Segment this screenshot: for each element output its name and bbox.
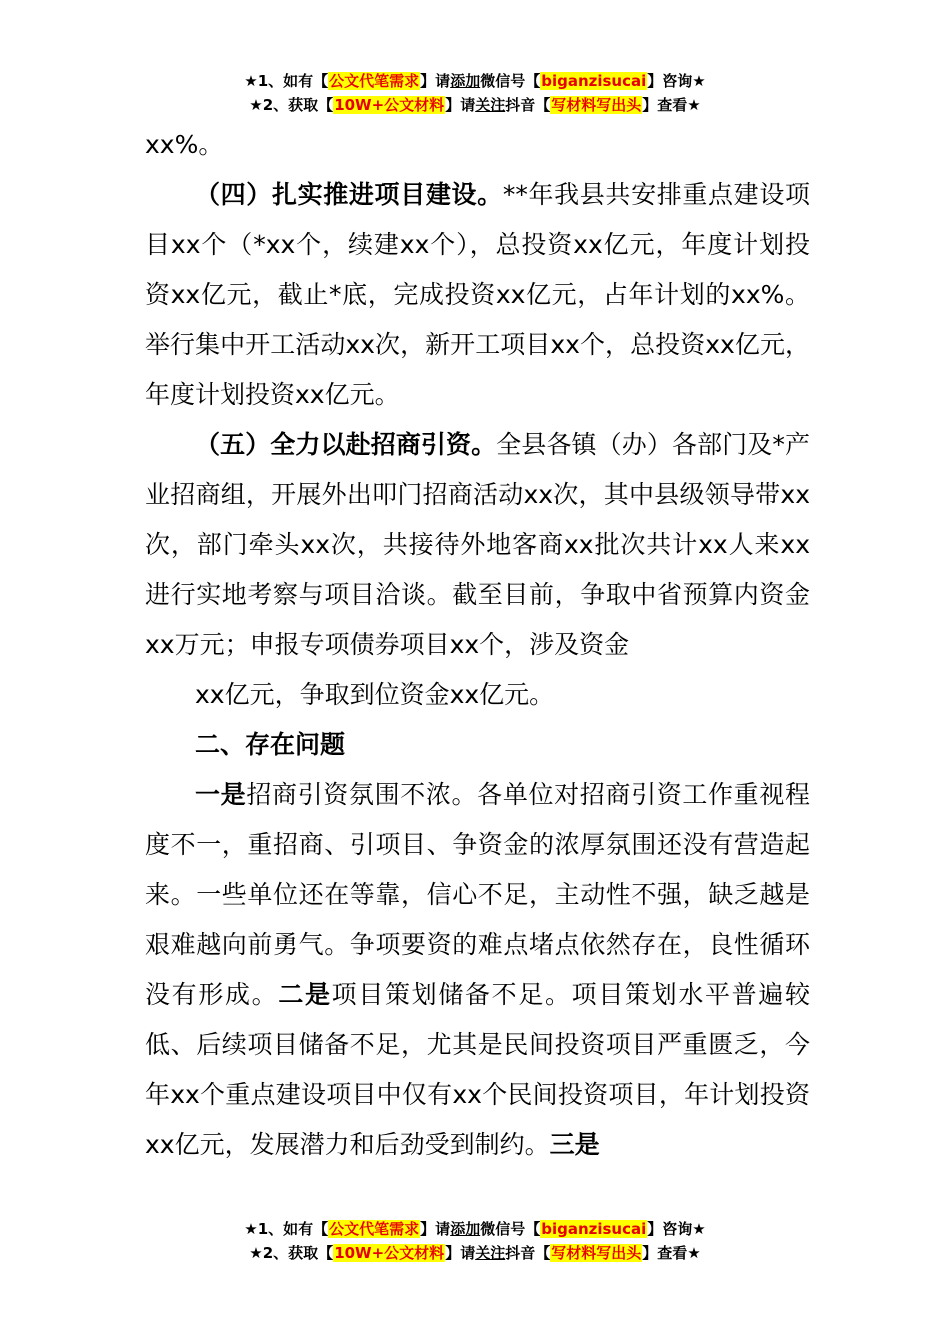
banner-line-2: ★2、获取【10W+公文材料】请关注抖音【写材料写出头】查看★ (249, 1244, 701, 1262)
subheading-5: （五）全力以赴招商引资。 (195, 430, 497, 459)
paragraph-problems: 一是招商引资氛围不浓。各单位对招商引资工作重视程度不一，重招商、引项目、争资金的浓厚氛围还没有营造起来。一些单位还在等靠，信心不足，主动性不强，缺乏越是艰难越向前勇气。争项要资的难点堵点依然存在，良性循环没有形成。二是项目策划储备不足。项目策划水平普遍较低、后续项目储备不足，尤其是民间投资项目严重匮乏，今年xx个重点建设项目中仅有xx个民间投资项目，年计划投资xx亿元，发展潜力和后劲受到制约。三是 (145, 780, 810, 1159)
paragraph-continuation: xx%。 (145, 130, 224, 159)
paragraph-funds: xx亿元，争取到位资金xx亿元。 (195, 680, 555, 709)
highlight-douyin-id: 写材料写出头 (551, 96, 642, 114)
highlight-douyin-id: 写材料写出头 (551, 1244, 642, 1262)
highlight-service: 公文代笔需求 (329, 1220, 420, 1238)
highlight-materials: 10W+公文材料 (334, 1244, 445, 1262)
highlight-wechat-id: biganzisucai (541, 72, 647, 90)
banner-line-1: ★1、如有【公文代笔需求】请添加微信号【biganzisucai】咨询★ (244, 72, 706, 90)
highlight-wechat-id: biganzisucai (541, 1220, 647, 1238)
section-heading-problems: 二、存在问题 (195, 730, 346, 759)
footer-banner (0, 1217, 950, 1265)
banner-line-1: ★1、如有【公文代笔需求】请添加微信号【biganzisucai】咨询★ (244, 1220, 706, 1238)
paragraph-investment-attraction: （五）全力以赴招商引资。全县各镇（办）各部门及*产业招商组，开展外出叩门招商活动xx次，其中县级领导带xx次，部门牵头xx次，共接待外地客商xx批次共计xx人来xx进行实地考察与项目洽谈。截至目前，争取中省预算内资金xx万元；申报专项债券项目xx个，涉及资金 (145, 430, 810, 659)
highlight-materials: 10W+公文材料 (334, 96, 445, 114)
paragraph-project-construction: （四）扎实推进项目建设。**年我县共安排重点建设项目xx个（*xx个，续建xx个），总投资xx亿元，年度计划投资xx亿元，截止*底，完成投资xx亿元，占年计划的xx%。举行集中开工活动xx次，新开工项目xx个，总投资xx亿元，年度计划投资xx亿元。 (145, 180, 810, 409)
document-body (145, 120, 810, 1170)
subheading-4: （四）扎实推进项目建设。 (195, 180, 503, 209)
header-banner (0, 69, 950, 117)
banner-line-2: ★2、获取【10W+公文材料】请关注抖音【写材料写出头】查看★ (249, 96, 701, 114)
highlight-service: 公文代笔需求 (329, 72, 420, 90)
